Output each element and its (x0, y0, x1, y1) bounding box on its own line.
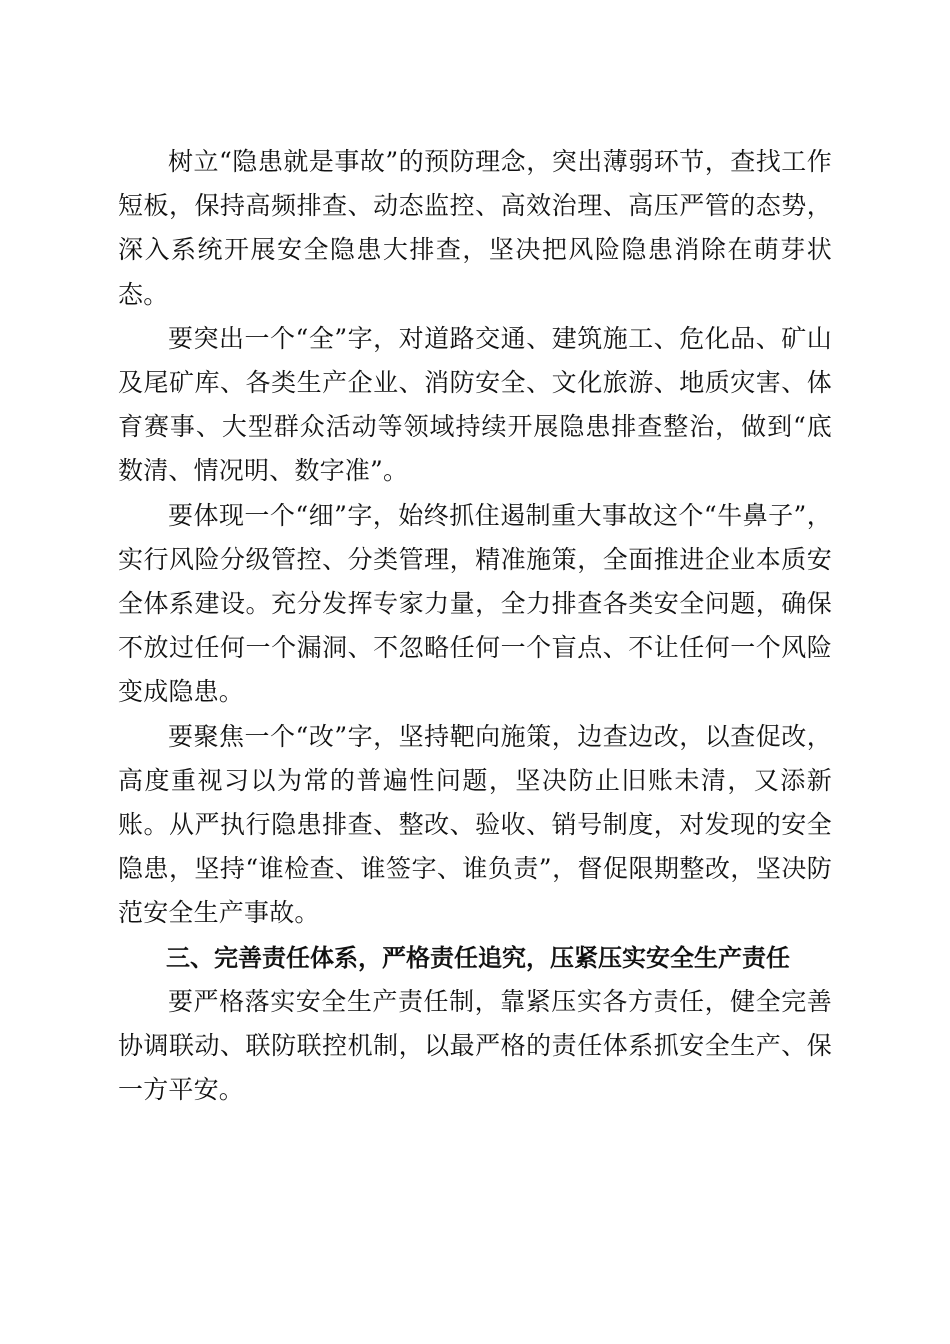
paragraph-comprehensive: 要突出一个“全”字，对道路交通、建筑施工、危化品、矿山及尾矿库、各类生产企业、消防安全、文化旅游、地质灾害、体育赛事、大型群众活动等领域持续开展隐患排查整治，做到“底数清、情况明、数字准”。 (118, 323, 832, 486)
document-body (118, 140, 832, 1112)
paragraph-hazard-prevention: 树立“隐患就是事故”的预防理念，突出薄弱环节，查找工作短板，保持高频排查、动态监控、高效治理、高压严管的态势，深入系统开展安全隐患大排查，坚决把风险隐患消除在萌芽状态。 (118, 147, 832, 309)
section-heading-responsibility: 三、完善责任体系，严格责任追究，压紧压实安全生产责任 (166, 943, 790, 972)
paragraph-rectification: 要聚焦一个“改”字，坚持靶向施策，边查边改，以查促改，高度重视习以为常的普遍性问题，坚决防止旧账未清，又添新账。从严执行隐患排查、整改、验收、销号制度，对发现的安全隐患，坚持“谁检查、谁签字、谁负责”，督促限期整改，坚决防范安全生产事故。 (118, 721, 832, 928)
paragraph-detailed: 要体现一个“细”字，始终抓住遏制重大事故这个“牛鼻子”，实行风险分级管控、分类管理，精准施策，全面推进企业本质安全体系建设。充分发挥专家力量，全力排查各类安全问题，确保不放过任何一个漏洞、不忽略任何一个盲点、不让任何一个风险变成隐患。 (118, 500, 832, 707)
paragraph-responsibility: 要严格落实安全生产责任制，靠紧压实各方责任，健全完善协调联动、联防联控机制，以最严格的责任体系抓安全生产、保一方平安。 (118, 986, 832, 1105)
